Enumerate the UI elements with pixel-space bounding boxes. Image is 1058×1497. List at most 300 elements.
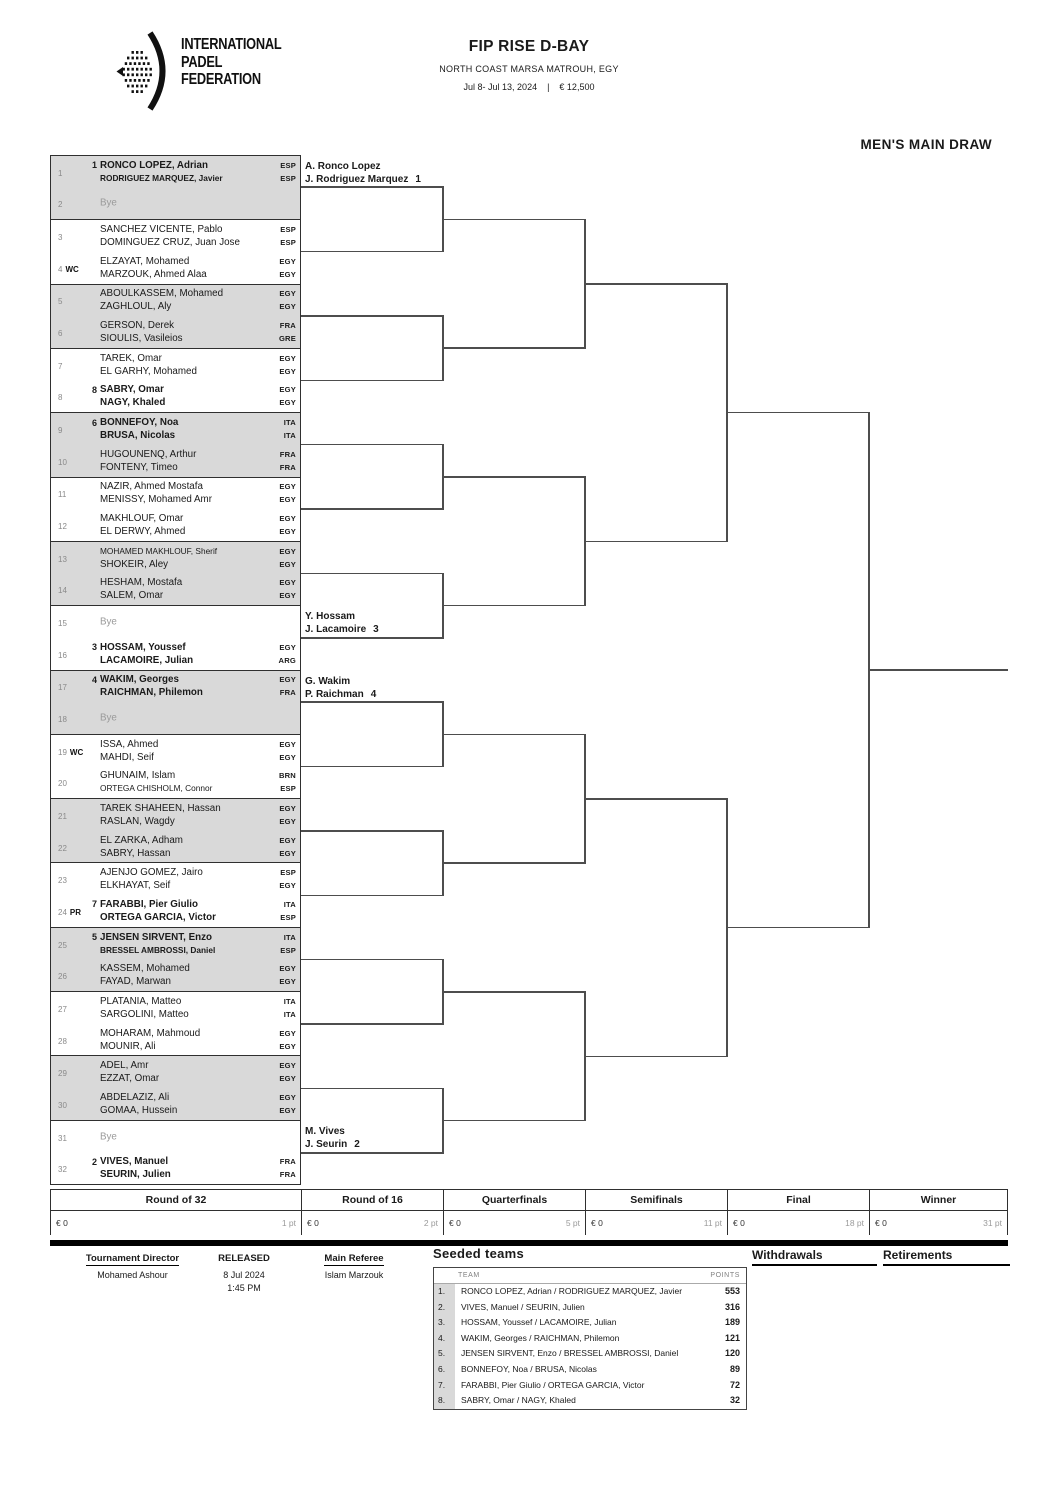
country-code: EGY (279, 385, 296, 395)
position-number: 24 (58, 907, 67, 917)
event-header (329, 38, 729, 92)
entry-position (55, 870, 99, 888)
round-label: Semifinals (586, 1190, 727, 1211)
draw-entry (51, 381, 300, 413)
entry-position (55, 773, 99, 791)
seeded-team-number: 3. (434, 1315, 455, 1331)
winner-line1: Y. Hossam (305, 611, 356, 623)
country-code: EGY (279, 739, 296, 749)
winner-line2 (305, 688, 475, 701)
country-code: BRN (278, 771, 296, 781)
bye-label: Bye (100, 197, 117, 209)
player-name: LACAMOIRE, Julian (100, 654, 194, 666)
winner-line2 (305, 623, 475, 636)
country-code: EGY (279, 1028, 296, 1038)
position-number: 26 (58, 972, 67, 982)
match-cell (51, 1121, 300, 1184)
draw-entry (51, 1121, 300, 1153)
team-countries (280, 448, 296, 474)
country-code: FRA (279, 449, 296, 459)
seeded-team-row (434, 1331, 746, 1347)
draw-entry (51, 509, 300, 541)
position-number: 12 (58, 522, 67, 532)
entry-position (55, 966, 99, 984)
team-names (100, 352, 197, 378)
round-label: Quarterfinals (444, 1190, 585, 1211)
country-code: ESP (280, 238, 296, 248)
draw-entry (51, 445, 300, 477)
bracket-hline (585, 283, 727, 285)
match-cell (51, 1056, 300, 1120)
team-countries (279, 1027, 296, 1053)
seeded-team-names: WAKIM, Georges / RAICHMAN, Philemon (461, 1332, 620, 1343)
winner-line1: M. Vives (305, 1126, 345, 1138)
ipf-logo-line: PADEL (181, 53, 223, 71)
player-name: TAREK SHAHEEN, Hassan (100, 802, 221, 814)
country-code: EGY (279, 591, 296, 601)
tournament-director-label: Tournament Director (85, 1253, 180, 1264)
position-number: 25 (58, 940, 67, 950)
team-countries (279, 319, 296, 345)
country-code: ITA (283, 932, 296, 942)
match-cell (51, 992, 300, 1056)
seeded-team-names: FARABBI, Pier Giulio / ORTEGA GARCIA, Victor (461, 1379, 645, 1390)
country-code: ITA (283, 431, 296, 441)
winner-seed: 3 (373, 624, 379, 636)
entry-position (55, 1063, 99, 1081)
seeded-team-points: 553 (724, 1286, 740, 1296)
country-code: ESP (280, 173, 296, 183)
team-names (100, 512, 185, 538)
country-code: EGY (279, 546, 296, 556)
entry-position (55, 549, 99, 567)
country-code: EGY (279, 752, 296, 762)
country-code: ITA (283, 1009, 296, 1019)
bye-label: Bye (100, 712, 117, 724)
round-points: 31 pt (983, 1218, 1002, 1228)
seeded-team-number: 6. (434, 1362, 455, 1378)
draw-entry (51, 1152, 300, 1184)
player-name: ISSA, Ahmed (100, 738, 159, 750)
bracket-hline (301, 1088, 443, 1090)
entry-position (55, 291, 99, 309)
team-names (100, 448, 196, 474)
team-countries (279, 1059, 296, 1085)
match-cell (51, 735, 300, 799)
player-name: MARZOUK, Ahmed Alaa (100, 268, 207, 280)
player-name: MAHDI, Seif (100, 751, 154, 763)
draw-entry (51, 606, 300, 638)
bracket-hline (443, 219, 585, 221)
team-names (100, 866, 203, 892)
country-code: ESP (280, 225, 296, 235)
position-number: 29 (58, 1069, 67, 1079)
player-name: ELKHAYAT, Seif (100, 880, 171, 892)
country-code: ESP (280, 912, 296, 922)
draw-entry (51, 1024, 300, 1056)
draw-entry (51, 252, 300, 284)
player-name: SHOKEIR, Aley (100, 558, 169, 570)
round-column (585, 1190, 727, 1235)
draw-entry (51, 831, 300, 863)
round-prize: € 0 (56, 1218, 68, 1228)
position-number: 1 (58, 168, 63, 178)
position-number: 6 (58, 329, 63, 339)
bracket-hline (301, 186, 443, 188)
player-name: JENSEN SIRVENT, Enzo (100, 931, 212, 943)
ipf-logo-line: INTERNATIONAL (181, 36, 282, 53)
seeded-team-points: 121 (724, 1332, 740, 1343)
seeded-team-points: 189 (724, 1317, 740, 1328)
bracket-hline (443, 476, 585, 478)
position-number: 18 (58, 714, 67, 724)
team-names (100, 159, 223, 185)
position-number: 4 (58, 264, 63, 274)
player-name: SIOULIS, Vasileios (100, 333, 183, 345)
player-name: NAGY, Khaled (100, 397, 166, 409)
seed-number: 8 (91, 384, 97, 395)
rounds-bar (50, 1189, 1008, 1235)
country-code: ESP (280, 784, 296, 794)
draw-entry (51, 671, 300, 703)
player-name: FARABBI, Pier Giulio (100, 898, 198, 910)
event-dates-prize (329, 82, 729, 92)
bracket-hline (301, 766, 443, 768)
round16-winner-label (305, 1125, 475, 1151)
draw-entry (51, 928, 300, 960)
seeded-team-names: SABRY, Omar / NAGY, Khaled (461, 1395, 576, 1406)
team-names (100, 769, 212, 795)
country-code: EGY (279, 816, 296, 826)
bracket-hline (443, 862, 585, 864)
country-code: EGY (279, 559, 296, 569)
position-number: 32 (58, 1165, 67, 1175)
round-column (869, 1190, 1008, 1235)
team-names (100, 673, 203, 699)
draw-entry (51, 799, 300, 831)
draw-entry (51, 478, 300, 510)
player-name: FAYAD, Marwan (100, 976, 171, 988)
bracket-hline (301, 1152, 443, 1154)
winner-name: J. Seurin (305, 1139, 348, 1151)
seeded-team-row (434, 1346, 746, 1362)
seeded-teams-table (433, 1267, 747, 1410)
main-referee-name: Islam Marzouk (324, 1270, 384, 1280)
position-number: 10 (58, 457, 67, 467)
entry-position (55, 323, 99, 341)
player-name: SARGOLINI, Matteo (100, 1008, 189, 1020)
seeded-header-points: POINTS (710, 1272, 740, 1279)
player-name: EL ZARKA, Adham (100, 834, 183, 846)
player-name: ZAGHLOUL, Aly (100, 301, 172, 313)
draw-entry (51, 574, 300, 606)
country-code: EGY (279, 289, 296, 299)
player-name: PLATANIA, Matteo (100, 995, 182, 1007)
country-code: EGY (279, 977, 296, 987)
entry-position (55, 613, 99, 631)
player-name: GHUNAIM, Islam (100, 770, 176, 782)
draw-entry (51, 895, 300, 927)
player-name: VIVES, Manuel (100, 1156, 169, 1168)
winner-name: J. Rodriguez Marquez (305, 173, 409, 185)
team-names (100, 223, 240, 249)
seeded-teams-title: Seeded teams (433, 1246, 525, 1261)
position-number: 23 (58, 876, 67, 886)
seeded-team-names: JENSEN SIRVENT, Enzo / BRESSEL AMBROSSI, Daniel (461, 1348, 679, 1359)
bracket-hline (301, 315, 443, 317)
round-values (870, 1211, 1007, 1235)
bracket-hline (443, 734, 585, 736)
match-cell (51, 863, 300, 927)
player-name: ORTEGA GARCIA, Victor (100, 911, 216, 923)
draw-entry (51, 1056, 300, 1088)
event-location: NORTH COAST MARSA MATROUH, EGY (439, 64, 619, 74)
entry-position (55, 709, 99, 727)
bracket-hline (301, 508, 443, 510)
entry-position (55, 452, 99, 470)
country-code: EGY (279, 848, 296, 858)
released-date: 8 Jul 2024 (223, 1270, 265, 1280)
draw-entry (51, 413, 300, 445)
team-names (100, 898, 216, 924)
bracket-hline (869, 669, 1008, 671)
round-points: 11 pt (703, 1218, 722, 1228)
seeded-team-number: 8. (434, 1393, 455, 1409)
round-values (586, 1211, 727, 1235)
team-names (100, 1059, 159, 1085)
round-values (51, 1211, 301, 1235)
team-countries (279, 480, 296, 506)
round-values (302, 1211, 443, 1235)
bracket-hline (585, 1056, 727, 1058)
team-names (100, 1155, 171, 1181)
event-dates: Jul 8- Jul 13, 2024 (463, 82, 538, 92)
seeded-team-number: 4. (434, 1331, 455, 1347)
position-number: 22 (58, 843, 67, 853)
event-title: FIP RISE D-BAY (468, 38, 590, 55)
seed-number: 4 (91, 674, 97, 685)
seeded-team-row (434, 1378, 746, 1394)
event-prize: € 12,500 (559, 82, 595, 92)
player-name: HUGOUNENQ, Arthur (100, 448, 197, 460)
position-number: 30 (58, 1100, 67, 1110)
position-number: 9 (58, 426, 63, 436)
entry-tag: PR (69, 907, 82, 917)
draw-entry (51, 156, 300, 188)
seed-number: 7 (91, 899, 97, 910)
player-name: BONNEFOY, Noa (100, 417, 179, 429)
seed-number: 3 (91, 642, 97, 653)
position-number: 5 (58, 297, 63, 307)
match-cell (51, 220, 300, 284)
team-names (100, 576, 182, 602)
bracket-hline (301, 380, 443, 382)
draw-entry (51, 542, 300, 574)
position-number: 2 (58, 200, 63, 210)
match-cell (51, 285, 300, 349)
player-name: EL GARHY, Mohamed (100, 365, 197, 377)
entry-position (55, 742, 99, 760)
country-code: EGY (279, 269, 296, 279)
position-number: 8 (58, 393, 63, 403)
player-name: FONTENY, Timeo (100, 461, 178, 473)
entry-position (55, 516, 99, 534)
match-cell (51, 413, 300, 477)
entry-position (55, 259, 99, 277)
team-names (100, 545, 217, 571)
player-name: RAICHMAN, Philemon (100, 687, 203, 699)
player-name: ELZAYAT, Mohamed (100, 255, 190, 267)
draw-entry (51, 992, 300, 1024)
team-countries (284, 995, 296, 1021)
bracket-hline (443, 1120, 585, 1122)
tournament-director-block (55, 1248, 210, 1280)
country-code: EGY (279, 482, 296, 492)
entry-position (55, 484, 99, 502)
player-name: DOMINGUEZ CRUZ, Juan Jose (100, 237, 240, 249)
seed-number: 5 (91, 932, 97, 943)
seeded-header-team: TEAM (458, 1272, 480, 1279)
country-code: FRA (279, 321, 296, 331)
country-code: EGY (279, 881, 296, 891)
bracket-table (50, 155, 301, 1185)
main-referee-label: Main Referee (324, 1253, 384, 1264)
entry-position (55, 806, 99, 824)
round-column (727, 1190, 869, 1235)
country-code: EGY (279, 514, 296, 524)
bracket-hline (443, 347, 585, 349)
seed-number: 6 (91, 417, 97, 428)
country-code: EGY (279, 642, 296, 652)
released-time: 1:45 PM (227, 1283, 261, 1293)
team-countries (284, 416, 296, 442)
player-name: KASSEM, Mohamed (100, 963, 190, 975)
team-countries (279, 962, 296, 988)
country-code: EGY (279, 578, 296, 588)
bye-label: Bye (100, 616, 117, 628)
ipf-logo-icon (116, 30, 178, 112)
round-prize: € 0 (449, 1218, 461, 1228)
draw-entry (51, 188, 300, 220)
round-points: 5 pt (565, 1218, 580, 1228)
bracket-hline (301, 959, 443, 961)
team-countries (279, 834, 296, 860)
position-number: 11 (58, 490, 67, 500)
player-name: BRUSA, Nicolas (100, 430, 176, 442)
seeded-team-row (434, 1284, 746, 1300)
draw-entry (51, 863, 300, 895)
player-name: RASLAN, Wagdy (100, 815, 175, 827)
country-code: EGY (279, 803, 296, 813)
winner-name: P. Raichman (305, 688, 364, 700)
round-points: 18 pt (845, 1218, 864, 1228)
seeded-team-names: BONNEFOY, Noa / BRUSA, Nicolas (461, 1363, 597, 1374)
seeded-team-points: 89 (729, 1363, 740, 1374)
winner-seed: 4 (370, 688, 377, 700)
winner-name: J. Lacamoire (305, 624, 367, 636)
entry-position (55, 999, 99, 1017)
winner-line2 (305, 1138, 475, 1151)
bracket-hline (301, 251, 443, 253)
seed-number: 2 (91, 1156, 97, 1167)
match-cell (51, 349, 300, 413)
entry-tag: WC (65, 264, 79, 274)
match-cell (51, 542, 300, 606)
round-values (444, 1211, 585, 1235)
winner-seed: 1 (415, 173, 421, 185)
match-cell (51, 156, 300, 220)
player-name: MOUNIR, Ali (100, 1040, 156, 1052)
round-label: Final (728, 1190, 869, 1211)
country-code: EGY (279, 1105, 296, 1115)
team-names (100, 319, 183, 345)
entry-position (55, 1128, 99, 1146)
country-code: EGY (279, 495, 296, 505)
country-code: EGY (279, 1092, 296, 1102)
round-label: Winner (870, 1190, 1007, 1211)
country-code: EGY (279, 256, 296, 266)
bracket-hline (301, 830, 443, 832)
team-countries (279, 512, 296, 538)
team-names (100, 738, 158, 764)
country-code: EGY (279, 1041, 296, 1051)
entry-position (55, 356, 99, 374)
bracket-hline (301, 444, 443, 446)
team-names (100, 962, 190, 988)
position-number: 16 (58, 650, 67, 660)
position-number: 3 (58, 233, 63, 243)
seeded-team-row (434, 1393, 746, 1409)
bracket-hline (727, 927, 869, 929)
ipf-logo-wordmark (181, 36, 281, 89)
entry-position (55, 194, 99, 212)
team-countries (279, 255, 296, 281)
team-countries (279, 383, 296, 409)
player-name: ADEL, Amr (100, 1060, 149, 1072)
player-name: GOMAA, Hussein (100, 1104, 178, 1116)
seeded-team-number: 5. (434, 1346, 455, 1362)
bracket-hline (443, 991, 585, 993)
released-block (198, 1248, 290, 1293)
position-number: 13 (58, 554, 67, 564)
player-name: SABRY, Hassan (100, 847, 171, 859)
team-countries (279, 641, 296, 667)
country-code: EGY (279, 366, 296, 376)
match-cell (51, 928, 300, 992)
country-code: ESP (280, 945, 296, 955)
team-names (100, 480, 212, 506)
entry-tag: WC (69, 747, 84, 757)
position-number: 20 (58, 779, 67, 789)
seeded-team-names: RONCO LOPEZ, Adrian / RODRIGUEZ MARQUEZ, Javier (461, 1286, 683, 1296)
player-name: SABRY, Omar (100, 384, 164, 396)
player-name: ORTEGA CHISHOLM, Connor (100, 783, 213, 794)
draw-entry (51, 638, 300, 670)
position-number: 19 (58, 747, 67, 757)
player-name: MENISSY, Mohamed Amr (100, 494, 212, 506)
team-countries (279, 866, 296, 892)
draw-entry (51, 285, 300, 317)
team-countries (279, 1091, 296, 1117)
bracket-hline (301, 895, 443, 897)
position-number: 28 (58, 1036, 67, 1046)
player-name: MOHAMED MAKHLOUF, Sherif (100, 545, 218, 556)
seeded-team-row (434, 1362, 746, 1378)
team-countries (279, 352, 296, 378)
seeded-team-number: 7. (434, 1378, 455, 1394)
round16-winner-label (305, 610, 475, 636)
seeded-table-header (434, 1268, 746, 1284)
